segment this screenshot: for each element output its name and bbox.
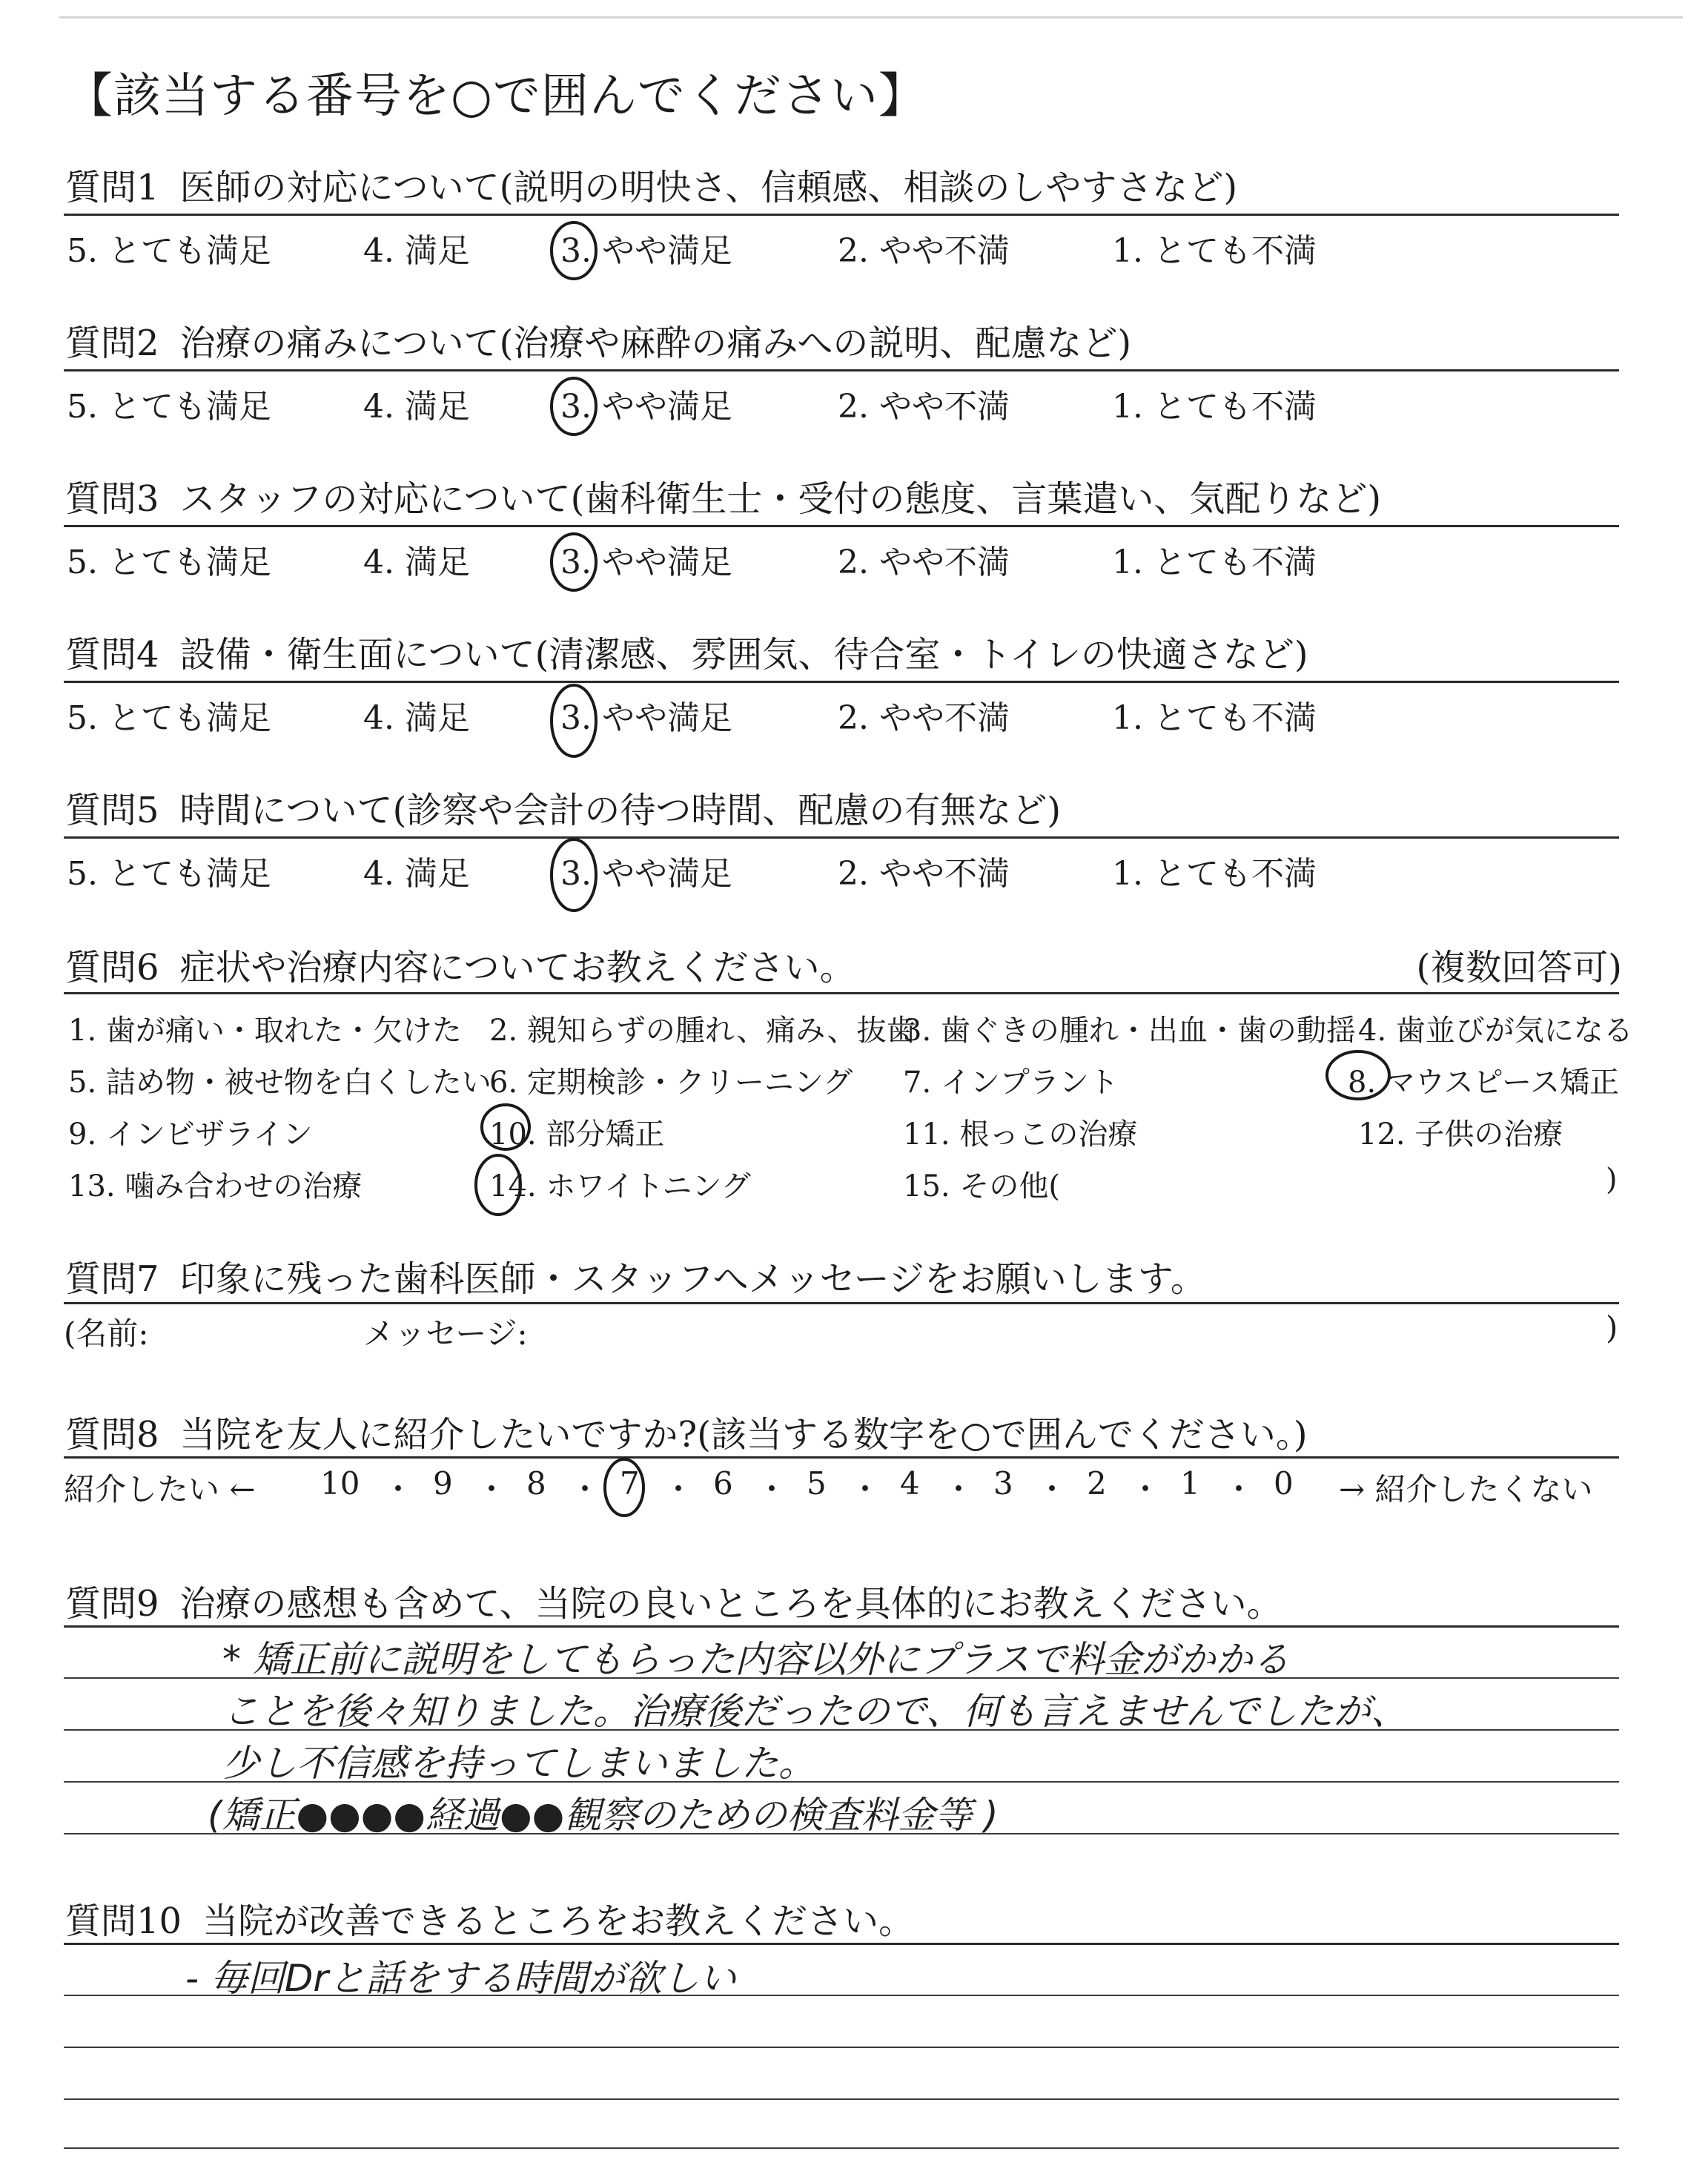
symptom-option[interactable]: 4. 歯並びが気になる (1358, 1014, 1633, 1048)
symptom-option[interactable]: 9. インビザライン (68, 1117, 313, 1152)
question-text: スタッフの対応について(歯科衛生士・受付の態度、言葉遣い、気配りなど) (179, 478, 1382, 520)
scale-dot: ・ (943, 1471, 975, 1507)
selection-circle (552, 839, 596, 911)
message-label: メッセージ: (363, 1315, 528, 1352)
question-text: 治療の感想も含めて、当院の良いところを具体的にお教えください。 (179, 1583, 1282, 1625)
scale-value-8[interactable]: 8 (526, 1465, 546, 1502)
rating-option-4[interactable]: 4. 満足 (363, 388, 470, 426)
question-number: 質問3 (65, 478, 159, 520)
rating-option-1[interactable]: 1. とても不満 (1112, 232, 1317, 270)
symptom-option[interactable]: 15. その他( (903, 1169, 1060, 1203)
symptom-option[interactable]: 7. インプラント (903, 1066, 1119, 1100)
rating-option-1[interactable]: 1. とても不満 (1112, 855, 1317, 893)
symptom-option[interactable]: 1. 歯が痛い・取れた・欠けた (68, 1014, 462, 1048)
rating-option-5[interactable]: 5. とても満足 (67, 544, 271, 581)
symptom-option[interactable]: 11. 根っこの治療 (903, 1117, 1138, 1152)
scale-dot: ・ (1130, 1471, 1162, 1507)
question-text: 当院が改善できるところをお教えください。 (202, 1900, 915, 1942)
rating-option-4[interactable]: 4. 満足 (363, 232, 470, 270)
rating-option-1[interactable]: 1. とても不満 (1112, 388, 1317, 426)
question-number: 質問4 (65, 634, 159, 676)
selection-circle (552, 534, 596, 590)
rating-option-1[interactable]: 1. とても不満 (1112, 544, 1317, 581)
question-text: 治療の痛みについて(治療や麻酔の痛みへの説明、配慮など) (179, 323, 1132, 364)
rating-option-3[interactable]: 3. やや満足 (560, 699, 732, 737)
rating-option-4[interactable]: 4. 満足 (363, 699, 470, 737)
question-number: 質問6 (65, 947, 159, 988)
question-text: 医師の対応について(説明の明快さ、信頼感、相談のしやすさなど) (179, 167, 1238, 208)
symptom-option[interactable]: 14. ホワイトニング (489, 1169, 751, 1203)
question-text: 時間について(診察や会計の待つ時間、配慮の有無など) (179, 790, 1062, 831)
selection-circle (476, 1155, 520, 1215)
scale-value-4[interactable]: 4 (900, 1465, 920, 1502)
scale-dot: ・ (569, 1471, 601, 1507)
handwritten-answer-line: * 矯正前に説明をしてもらった内容以外にプラスで料金がかかる (222, 1638, 1290, 1681)
scale-value-9[interactable]: 9 (433, 1465, 453, 1502)
rating-option-5[interactable]: 5. とても満足 (67, 232, 271, 270)
rating-option-1[interactable]: 1. とても不満 (1112, 699, 1317, 737)
rating-option-5[interactable]: 5. とても満足 (67, 388, 271, 426)
handwritten-answer-line: 少し不信感を持ってしまいました。 (222, 1742, 815, 1785)
symptom-option[interactable]: 8. マウスピース矯正 (1348, 1066, 1620, 1100)
scale-dot: ・ (476, 1471, 508, 1507)
question-number: 質問2 (65, 323, 159, 364)
scale-value-6[interactable]: 6 (713, 1465, 733, 1502)
rating-option-4[interactable]: 4. 満足 (363, 544, 470, 581)
scale-value-3[interactable]: 3 (993, 1465, 1013, 1502)
symptom-option[interactable]: 13. 噛み合わせの治療 (68, 1169, 363, 1203)
scale-dot: ・ (1036, 1471, 1068, 1507)
question-number: 質問7 (65, 1258, 159, 1300)
scale-value-2[interactable]: 2 (1087, 1465, 1107, 1502)
question-number: 質問9 (65, 1583, 159, 1625)
rating-option-4[interactable]: 4. 満足 (363, 855, 470, 893)
symptom-option[interactable]: 5. 詰め物・被せ物を白くしたい (68, 1066, 491, 1100)
rating-option-5[interactable]: 5. とても満足 (67, 699, 271, 737)
scale-right-label: → 紹介したくない (1339, 1471, 1593, 1507)
question-number: 質問8 (65, 1414, 159, 1456)
question-number: 質問5 (65, 790, 159, 831)
handwritten-answer-line: - 毎回Drと話をする時間が欲しい (185, 1957, 736, 2000)
selection-circle (552, 222, 596, 279)
page-heading: 【該当する番号を○で囲んでください】 (65, 69, 927, 124)
rating-option-2[interactable]: 2. やや不満 (838, 855, 1010, 893)
selection-circle (552, 685, 596, 756)
selection-circle (482, 1105, 529, 1149)
selection-circle (1327, 1051, 1389, 1099)
multiple-answer-note: (複数回答可) (1416, 947, 1622, 988)
name-label: (名前: (64, 1315, 149, 1352)
rating-option-2[interactable]: 2. やや不満 (838, 232, 1010, 270)
rating-option-3[interactable]: 3. やや満足 (560, 388, 732, 426)
scale-value-1[interactable]: 1 (1180, 1465, 1200, 1502)
scale-dot: ・ (663, 1471, 695, 1507)
symptom-option[interactable]: 10. 部分矯正 (489, 1117, 665, 1152)
scale-value-10[interactable]: 10 (320, 1465, 360, 1502)
rating-option-2[interactable]: 2. やや不満 (838, 544, 1010, 581)
scale-left-label: 紹介したい ← (64, 1471, 256, 1507)
scale-value-5[interactable]: 5 (807, 1465, 827, 1502)
question-text: 当院を友人に紹介したいですか?(該当する数字を○で囲んでください。) (179, 1414, 1308, 1456)
handwritten-answer-line: (矯正●●●●経過●●観察のための検査料金等 ) (208, 1794, 999, 1837)
other-close-paren: ) (1606, 1163, 1618, 1197)
message-close-paren: ) (1606, 1309, 1618, 1346)
question-number: 質問10 (65, 1900, 182, 1942)
rating-option-5[interactable]: 5. とても満足 (67, 855, 271, 893)
question-text: 印象に残った歯科医師・スタッフへメッセージをお願いします。 (179, 1258, 1206, 1300)
rating-option-2[interactable]: 2. やや不満 (838, 699, 1010, 737)
selection-circle (552, 378, 596, 435)
scale-dot: ・ (850, 1471, 881, 1507)
scale-value-7[interactable]: 7 (620, 1465, 640, 1502)
scale-dot: ・ (383, 1471, 414, 1507)
rating-option-2[interactable]: 2. やや不満 (838, 388, 1010, 426)
rating-option-3[interactable]: 3. やや満足 (560, 232, 732, 270)
rating-option-3[interactable]: 3. やや満足 (560, 855, 732, 893)
rating-option-3[interactable]: 3. やや満足 (560, 544, 732, 581)
selection-circle (605, 1459, 643, 1516)
scale-value-0[interactable]: 0 (1274, 1465, 1294, 1502)
scale-dot: ・ (756, 1471, 788, 1507)
question-number: 質問1 (65, 167, 159, 208)
question-text: 症状や治療内容についてお教えください。 (179, 947, 855, 988)
symptom-option[interactable]: 6. 定期検診・クリーニング (489, 1066, 853, 1100)
symptom-option[interactable]: 3. 歯ぐきの腫れ・出血・歯の動揺 (903, 1014, 1356, 1048)
symptom-option[interactable]: 2. 親知らずの腫れ、痛み、抜歯 (489, 1014, 916, 1048)
handwritten-answer-line: ことを後々知りました。治療後だったので、何も言えませんでしたが、 (222, 1690, 1408, 1733)
question-text: 設備・衛生面について(清潔感、雰囲気、待合室・トイレの快適さなど) (179, 634, 1308, 676)
symptom-option[interactable]: 12. 子供の治療 (1358, 1117, 1563, 1152)
scale-dot: ・ (1223, 1471, 1255, 1507)
